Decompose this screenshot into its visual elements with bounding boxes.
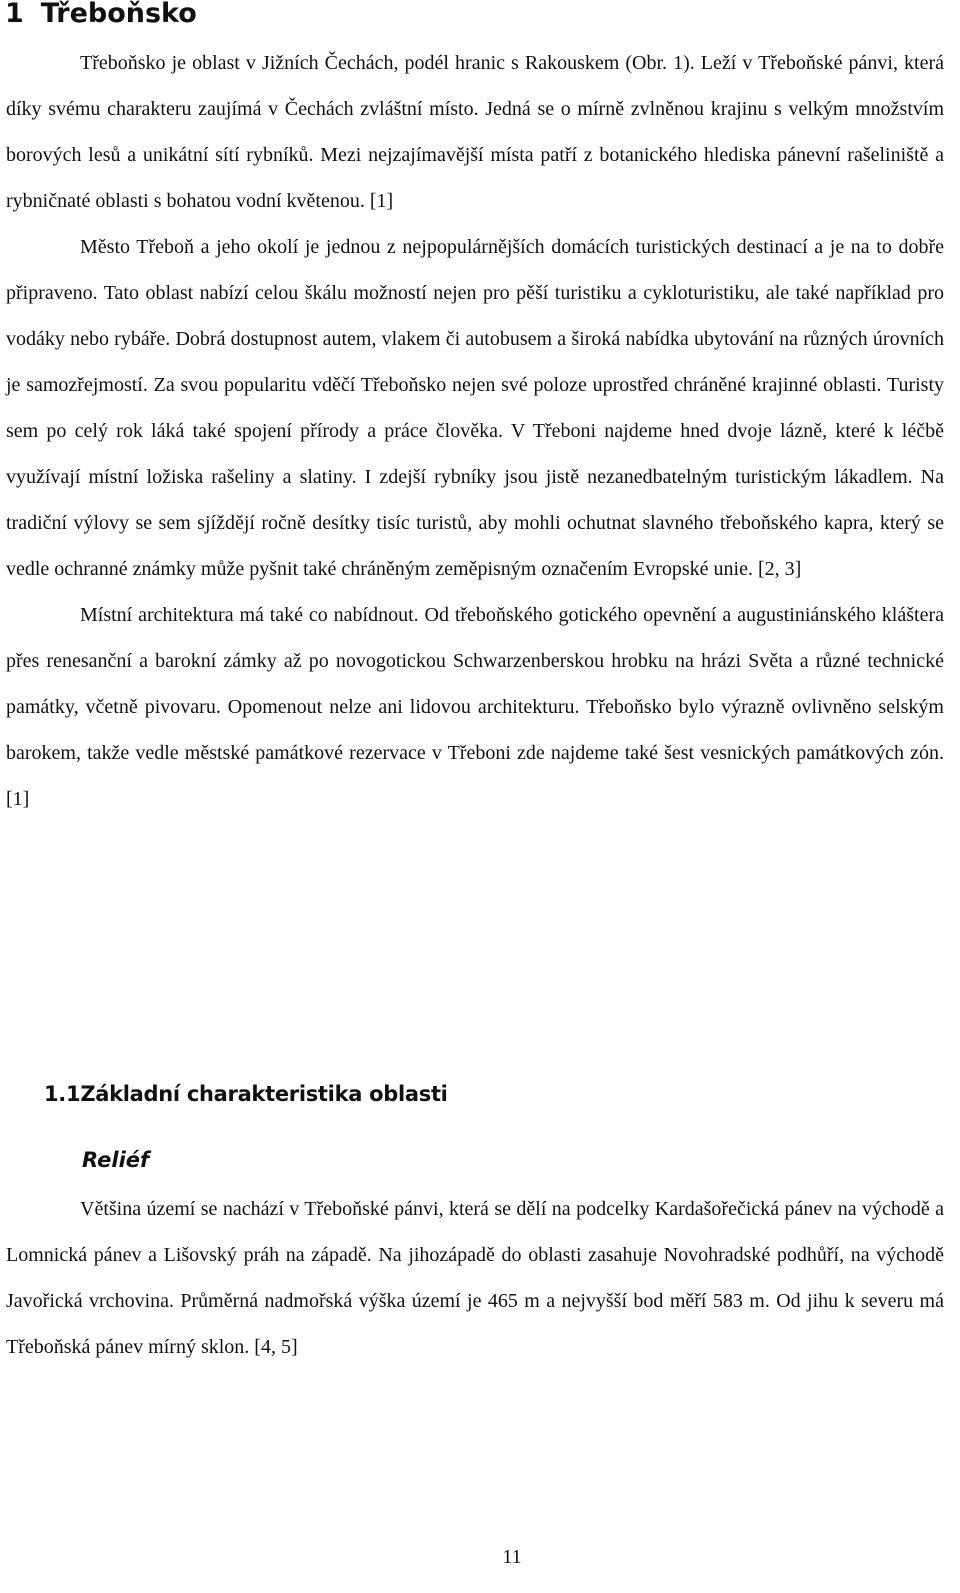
chapter-body [6, 40, 944, 822]
paragraph-intro: Třeboňsko je oblast v Jižních Čechách, podél hranic s Rakouskem (Obr. 1). Leží v Třeboňské pánvi, která díky svému charakteru zaujímá v Čechách zvláštní místo. Jedná se o mírně zvlněnou krajinu s velkým množstvím borových lesů a unikátní sítí rybníků. Mezi nejzajímavější místa patří z botanického hlediska pánevní rašeliniště a rybničnaté oblasti s bohatou vodní květenou. [1] [6, 52, 944, 212]
paragraph-architecture: Místní architektura má také co nabídnout. Od třeboňského gotického opevnění a augustiniánského kláštera přes renesanční a barokní zámky až po novogotickou Schwarzenberskou hrobku na hrázi Světa a různé technické památky, včetně pivovaru. Opomenout nelze ani lidovou architekturu. Třeboňsko bylo výrazně ovlivněno selským barokem, takže vedle městské památkové rezervace v Třeboni zde najdeme také šest vesnických památkových zón. [1] [6, 604, 944, 810]
section-heading [44, 1079, 448, 1109]
paragraph-tourism: Město Třeboň a jeho okolí je jednou z nejpopulárnějších domácích turistických destinací a je na to dobře připraveno. Tato oblast nabízí celou škálu možností nejen pro pěší turistiku a cykloturistiku, ale také například pro vodáky nebo rybáře. Dobrá dostupnost autem, vlakem či autobusem a široká nabídka ubytování na různých úrovních je samozřejmostí. Za svou popularitu vděčí Třeboňsko nejen své poloze uprostřed chráněné krajinné oblasti. Turisty sem po celý rok láká také spojení přírody a práce člověka. V Třeboni najdeme hned dvoje lázně, které k léčbě využívají místní ložiska rašeliny a slatiny. I zdejší rybníky jsou jistě nezanedbatelným turistickým lákadlem. Na tradiční výlovy se sem sjíždějí ročně desítky tisíc turistů, aby mohli ochutnat slavného třeboňského kapra, který se vedle ochranné známky může pyšnit také chráněným zeměpisným označením Evropské unie. [2, 3] [6, 236, 944, 580]
section-number: 1.1 [44, 1082, 81, 1106]
chapter-title: Třeboňsko [40, 0, 197, 29]
paragraph-relief: Většina území se nachází v Třeboňské pánvi, která se dělí na podcelky Kardašořečická pánev na východě a Lomnická pánev a Lišovský práh na západě. Na jihozápadě do oblasti zasahuje Novohradské podhůří, na východě Javořická vrchovina. Průměrná nadmořská výška území je 465 m a nejvyšší bod měří 583 m. Od jihu k severu má Třeboňská pánev mírný sklon. [4, 5] [6, 1198, 944, 1358]
subsection-body [6, 1186, 944, 1370]
chapter-number: 1 [5, 0, 24, 29]
subsection-heading: Reliéf [82, 1148, 150, 1172]
section-title: Základní charakteristika oblasti [80, 1082, 448, 1106]
chapter-heading [5, 0, 197, 32]
page-number: 11 [502, 1546, 522, 1568]
